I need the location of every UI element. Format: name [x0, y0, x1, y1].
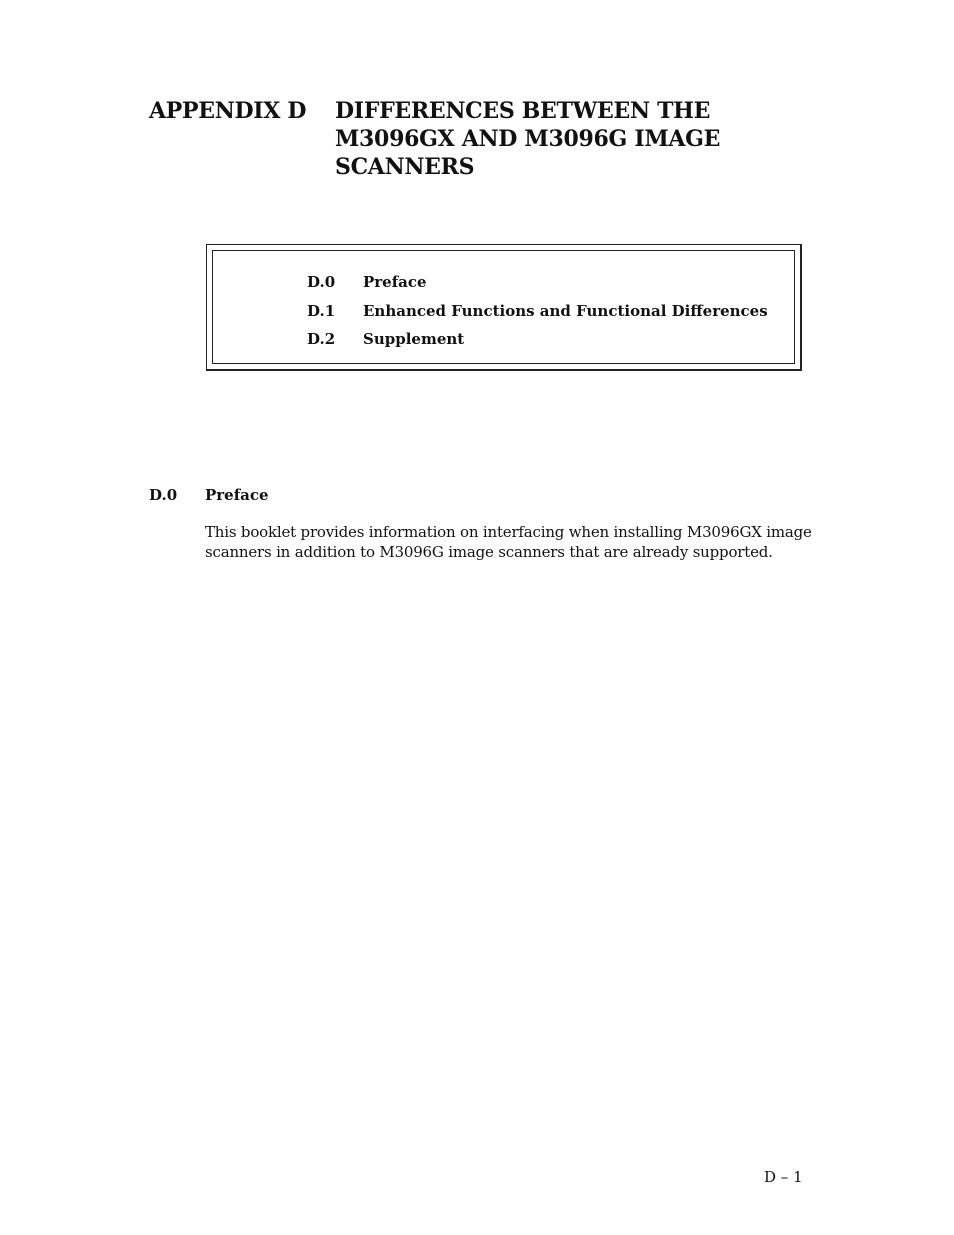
toc-item-preface[interactable]: [307, 268, 768, 297]
toc-item-supplement[interactable]: [307, 325, 768, 354]
toc-item-title: Preface: [363, 273, 427, 291]
appendix-title-line: M3096GX AND M3096G IMAGE: [335, 126, 721, 152]
section-heading-preface: [149, 484, 269, 506]
appendix-title: [335, 97, 805, 181]
table-of-contents-list: [307, 268, 768, 354]
toc-item-number: D.2: [307, 330, 336, 348]
toc-item-title: Enhanced Functions and Functional Differences: [363, 301, 768, 320]
toc-item-enhanced-functions[interactable]: [307, 297, 768, 326]
table-of-contents-box: [206, 244, 802, 371]
preface-paragraph: [205, 522, 812, 562]
page-number: D – 1: [764, 1168, 803, 1186]
appendix-title-line: DIFFERENCES BETWEEN THE: [335, 98, 711, 124]
appendix-title-line: SCANNERS: [335, 154, 475, 180]
appendix-label: APPENDIX D: [149, 98, 307, 124]
section-title: Preface: [205, 486, 269, 504]
section-number: D.0: [149, 486, 178, 504]
paragraph-line: scanners in addition to M3096G image scanners that are already supported.: [205, 543, 773, 561]
toc-item-number: D.0: [307, 273, 336, 291]
paragraph-line: This booklet provides information on interfacing when installing M3096GX image: [205, 523, 812, 541]
toc-item-title: Supplement: [363, 330, 465, 348]
table-of-contents-inner-border: [212, 250, 795, 364]
toc-item-number: D.1: [307, 301, 336, 320]
